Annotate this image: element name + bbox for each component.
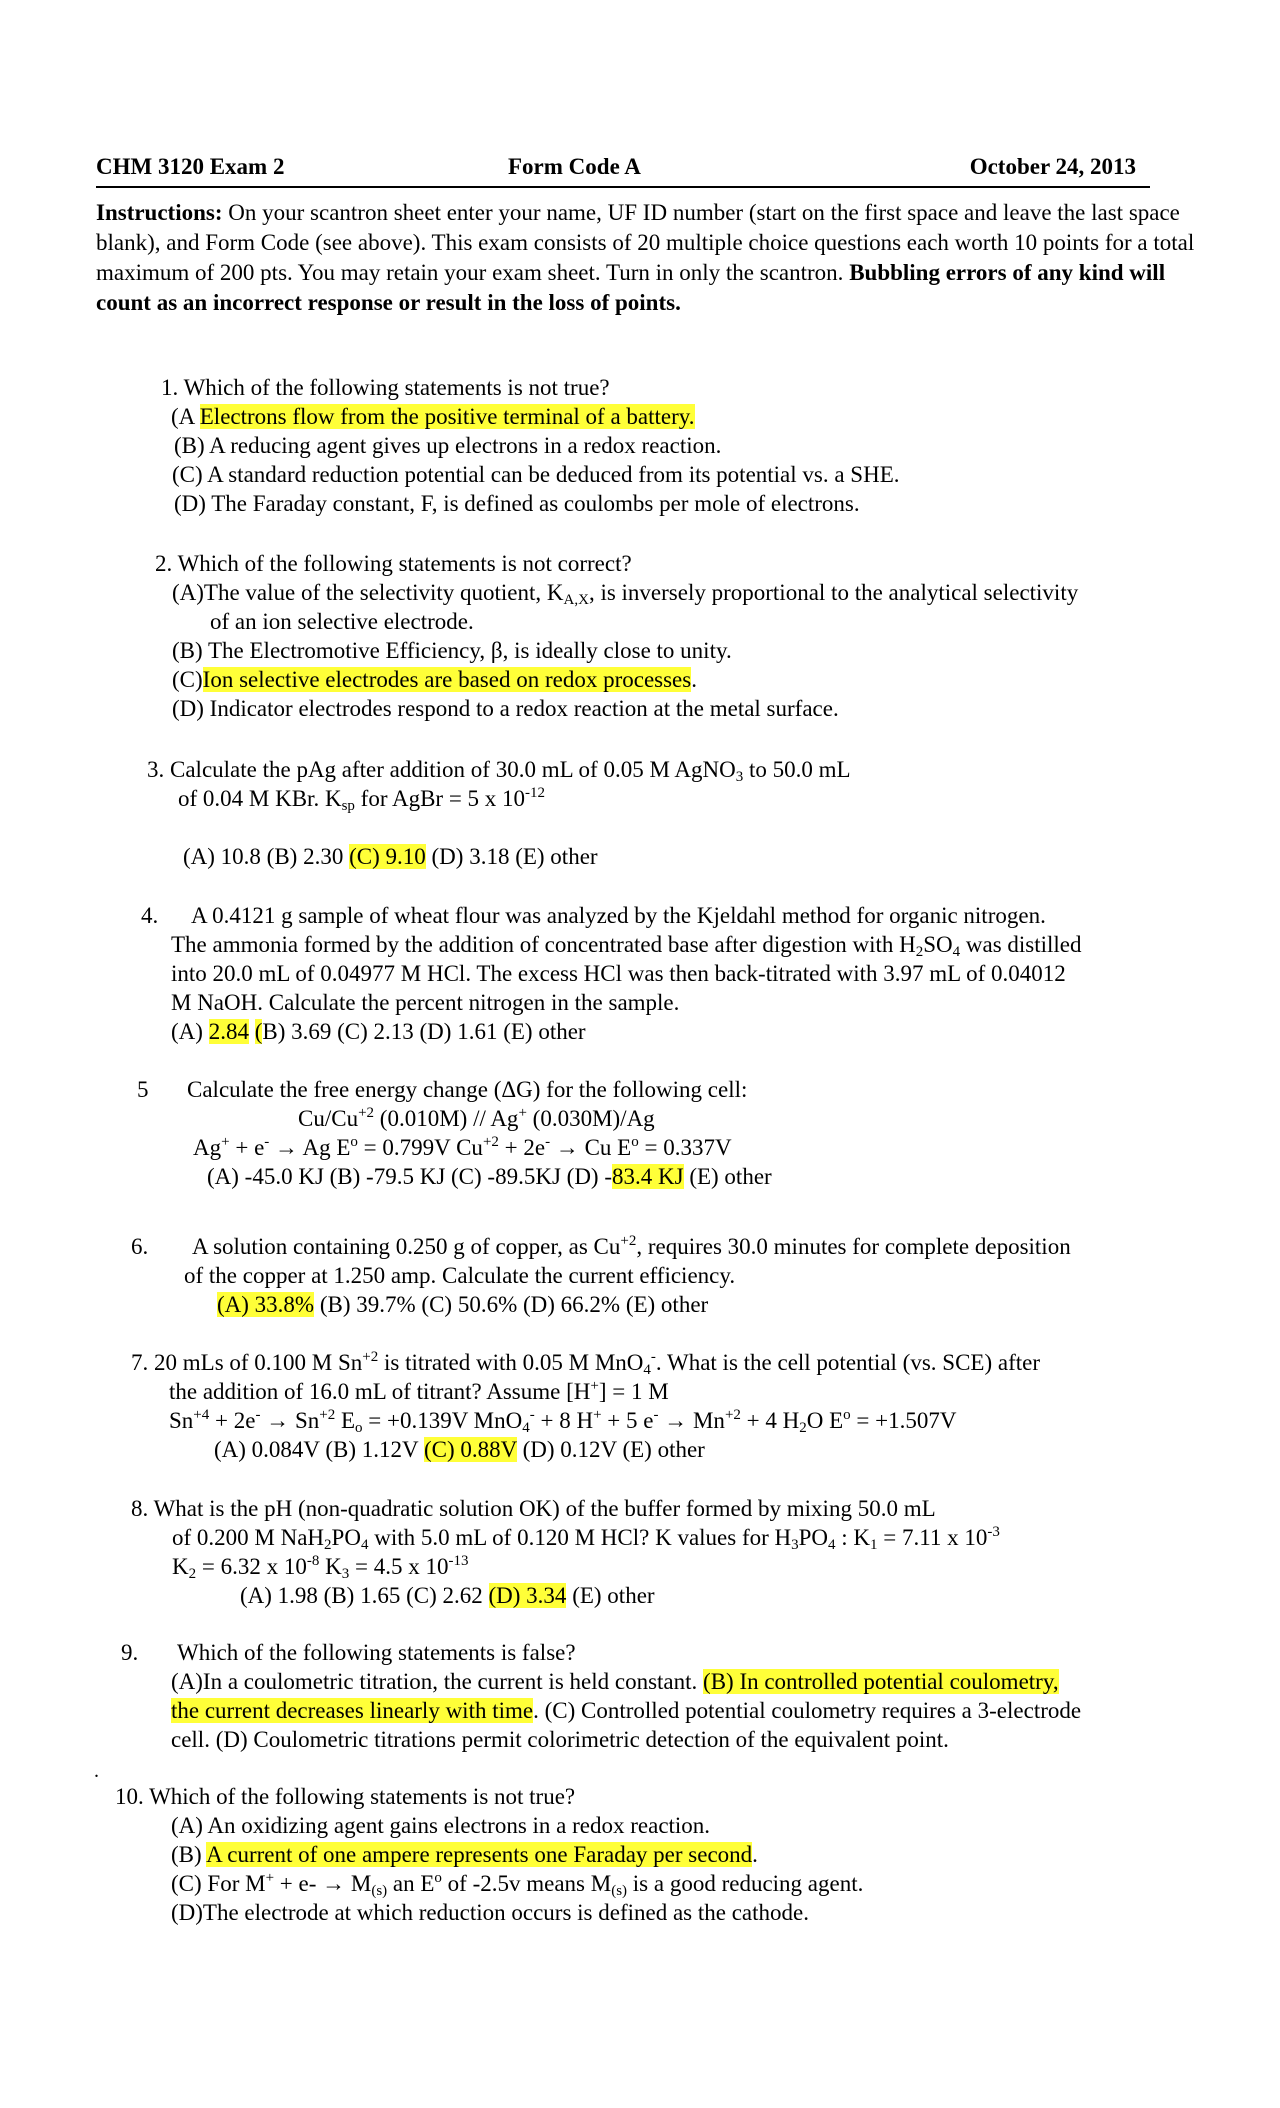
option-label: (B) [171, 1842, 207, 1867]
question-1-option-c: (C) A standard reduction potential can be deduced from its potential vs. a SHE. [172, 462, 900, 487]
answer-options: (E) other [683, 1164, 772, 1189]
subscript: 4 [828, 1537, 836, 1553]
superscript: + [593, 1407, 602, 1423]
equation-text: Ag [193, 1135, 222, 1160]
question-9-line-4: cell. (D) Coulometric titrations permit colorimetric detection of the equivalent point. [171, 1727, 949, 1752]
equation-text: → Sn [260, 1408, 320, 1433]
question-number: 9. [121, 1640, 139, 1665]
subscript: 3 [735, 769, 744, 785]
question-4-line-2 [171, 930, 1082, 959]
form-code: Form Code A [508, 154, 641, 179]
superscript: + [221, 1134, 230, 1150]
question-5-line-1 [137, 1075, 748, 1104]
option-text: (A)The value of the selectivity quotient, K [172, 580, 564, 605]
question-1-stem: 1. Which of the following statements is not true? [161, 375, 610, 400]
question-text: with 5.0 mL of 0.120 M HCl? K values for H [368, 1525, 792, 1550]
superscript: + [265, 1870, 275, 1886]
question-text: PO [798, 1525, 829, 1550]
superscript: - [650, 1349, 656, 1365]
option-label: (A [171, 404, 200, 429]
superscript: o [843, 1407, 851, 1423]
question-8-line-1: 8. What is the pH (non-quadratic solution OK) of the buffer formed by mixing 50.0 mL [131, 1496, 936, 1521]
superscript: + [518, 1105, 527, 1121]
question-6 [131, 1232, 1071, 1319]
question-4-line-4: M NaOH. Calculate the percent nitrogen in the sample. [171, 990, 680, 1015]
answer-options: (A) 10.8 (B) 2.30 [183, 844, 350, 869]
superscript: - [264, 1134, 270, 1150]
option-text: is a good reducing agent. [627, 1871, 864, 1896]
answer-options: (D) 0.12V (E) other [516, 1437, 705, 1462]
question-text: A 0.4121 g sample of wheat flour was analyzed by the Kjeldahl method for organic nitrogen. [191, 903, 1046, 928]
superscript: o [350, 1134, 358, 1150]
course-title: CHM 3120 Exam 2 [96, 154, 285, 179]
answer-options: (E) other [566, 1583, 655, 1608]
question-2 [155, 549, 1079, 723]
highlighted-answer: ( [254, 1019, 263, 1044]
exam-header [96, 152, 1150, 188]
question-number: 6. [131, 1234, 149, 1259]
question-8-line-2 [172, 1523, 1000, 1552]
question-text: to 50.0 mL [743, 757, 851, 782]
option-text: (C) For M [171, 1871, 266, 1896]
answer-options: (A) [171, 1019, 209, 1044]
stray-mark: . [94, 1760, 99, 1782]
question-text [192, 1232, 1071, 1261]
question-7 [131, 1348, 1040, 1464]
superscript: -8 [306, 1553, 320, 1569]
subscript: 4 [952, 944, 961, 960]
superscript: +4 [193, 1407, 210, 1423]
superscript: +2 [362, 1349, 379, 1365]
option-text: of -2.5v means M [441, 1871, 612, 1896]
equation-text: + 2e [209, 1408, 256, 1433]
question-text: of 0.04 M KBr. K [178, 786, 342, 811]
highlighted-answer: (A) 33.8% [217, 1292, 315, 1317]
highlighted-answer: 83.4 KJ [612, 1164, 684, 1189]
question-text: Which of the following statements is false? [177, 1640, 576, 1665]
question-4-answers [171, 1017, 1082, 1046]
question-text: 7. 20 mLs of 0.100 M Sn [131, 1350, 363, 1375]
question-text-part: , requires 30.0 minutes for complete deposition [636, 1234, 1071, 1259]
equation-text: O E [806, 1408, 844, 1433]
question-number: 4. [141, 903, 159, 928]
subscript: 2 [799, 1420, 807, 1436]
highlighted-answer: (C) 0.88V [423, 1437, 517, 1462]
superscript: - [545, 1134, 551, 1150]
instructions-label: Instructions: [96, 200, 223, 225]
answer-options: (A) 1.98 (B) 1.65 (C) 2.62 [240, 1583, 489, 1608]
superscript: +2 [482, 1134, 499, 1150]
question-number: 5 [137, 1077, 149, 1102]
question-5 [137, 1075, 772, 1191]
answer-options: (D) 3.18 (E) other [425, 844, 598, 869]
question-1-option-a [171, 402, 899, 431]
highlighted-answer: (C) 9.10 [349, 844, 426, 869]
exam-date: October 24, 2013 [969, 154, 1136, 179]
question-text: K [172, 1554, 189, 1579]
equation-text: → Mn [658, 1408, 725, 1433]
subscript: 3 [341, 1566, 350, 1582]
question-text: SO [923, 932, 953, 957]
question-3-line-1 [147, 755, 851, 784]
question-text: K [319, 1554, 342, 1579]
question-text: (0.030M)/Ag [526, 1106, 655, 1131]
superscript: - [255, 1407, 261, 1423]
question-3-answers [183, 842, 887, 871]
question-7-answers [214, 1435, 1123, 1464]
highlighted-answer: 2.84 [208, 1019, 249, 1044]
question-9-line-1 [121, 1638, 1031, 1667]
equation-text: = +0.139V MnO [362, 1408, 523, 1433]
superscript: +2 [319, 1407, 336, 1423]
question-text: is titrated with 0.05 M MnO [378, 1350, 644, 1375]
superscript: +2 [358, 1105, 375, 1121]
question-text: Cu/Cu [298, 1106, 359, 1131]
answer-options [249, 1019, 255, 1044]
subscript: 4 [360, 1537, 369, 1553]
question-6-answers [217, 1290, 768, 1319]
option-text: . [691, 667, 697, 692]
question-10-stem: 10. Which of the following statements is not true? [115, 1784, 576, 1809]
equation-text: → Cu E [550, 1135, 632, 1160]
question-2-option-a-cont: of an ion selective electrode. [210, 609, 474, 634]
question-text: = 6.32 x 10 [196, 1554, 307, 1579]
question-7-line-1 [131, 1348, 1040, 1377]
equation-text: + e [229, 1135, 265, 1160]
question-10-option-d: (D)The electrode at which reduction occurs is defined as the cathode. [171, 1900, 809, 1925]
subscript: 4 [522, 1420, 530, 1436]
question-6-line-2: of the copper at 1.250 amp. Calculate the current efficiency. [184, 1263, 736, 1288]
answer-options: B) 3.69 (C) 2.13 (D) 1.61 (E) other [262, 1019, 586, 1044]
superscript: - [529, 1407, 535, 1423]
equation-text: → Ag E [269, 1135, 351, 1160]
highlighted-answer: A current of one ampere represents one Faraday per second [206, 1842, 753, 1867]
subscript: A,X [563, 592, 589, 608]
highlighted-answer: Ion selective electrodes are based on redox processes [202, 667, 692, 692]
subscript: 2 [188, 1566, 197, 1582]
superscript: + [590, 1378, 599, 1394]
equation-text: = 0.337V [638, 1135, 732, 1160]
question-5-answers [207, 1162, 772, 1191]
superscript: o [434, 1870, 442, 1886]
instructions-text: On your scantron sheet enter your name, UF ID number (start on the first space and leave the last space blank), and Form Code (see above). This exam consists of 20 multiple choice questions each worth 10 points for a total maximum of 200 pts. You may retain your exam sheet. Turn in only the scantron. [96, 200, 1195, 285]
option-text: + e- → M [274, 1871, 372, 1896]
question-1 [161, 373, 900, 518]
question-2-option-c [172, 665, 1078, 694]
question-1-option-d: (D) The Faraday constant, F, is defined as coulombs per mole of electrons. [174, 491, 860, 516]
question-4-line-3: into 20.0 mL of 0.04977 M HCl. The excess HCl was then back-titrated with 3.97 mL of 0.04012 [171, 961, 1066, 986]
question-2-option-d: (D) Indicator electrodes respond to a redox reaction at the metal surface. [172, 696, 839, 721]
subscript: o [355, 1420, 363, 1436]
question-text: . What is the cell potential (vs. SCE) after [655, 1350, 1040, 1375]
subscript: 1 [870, 1537, 878, 1553]
equation-text: + 2e [498, 1135, 546, 1160]
question-8 [131, 1494, 1000, 1610]
question-9 [121, 1638, 1082, 1754]
question-3-line-2 [178, 784, 882, 813]
question-text: of 0.200 M NaH [172, 1525, 325, 1550]
instructions [96, 198, 1196, 318]
subscript: (s) [371, 1883, 388, 1899]
answer-options: (A) 0.084V (B) 1.12V [214, 1437, 424, 1462]
question-text: for AgBr = 5 x 10 [354, 786, 526, 811]
highlighted-answer: Electrons flow from the positive terminal of a battery. [199, 404, 695, 429]
instructions-warning: Bubbling errors of any kind will count as an incorrect response or result in the loss of points. [96, 260, 1166, 315]
subscript: 2 [324, 1537, 332, 1553]
equation-text: + 8 H [534, 1408, 594, 1433]
answer-options: (B) 39.7% (C) 50.6% (D) 66.2% (E) other [314, 1292, 709, 1317]
question-text: 3. Calculate the pAg after addition of 30.0 mL of 0.05 M AgNO [147, 757, 736, 782]
option-text: , is inversely proportional to the analytical selectivity [588, 580, 1079, 605]
question-10-option-c [171, 1869, 863, 1898]
question-text: was distilled [960, 932, 1082, 957]
question-9-line-2 [171, 1667, 1081, 1696]
question-1-option-b: (B) A reducing agent gives up electrons in a redox reaction. [174, 433, 722, 458]
question-10-option-a: (A) An oxidizing agent gains electrons in a redox reaction. [171, 1813, 711, 1838]
superscript: -12 [525, 785, 546, 801]
question-8-answers [240, 1581, 1068, 1610]
equation-text: = 0.799V Cu [357, 1135, 483, 1160]
question-text: PO [331, 1525, 361, 1550]
equation-text: Sn [169, 1408, 194, 1433]
superscript: o [631, 1134, 639, 1150]
question-6-line-1 [131, 1232, 1071, 1261]
subscript: sp [341, 798, 355, 814]
question-text: = 4.5 x 10 [349, 1554, 449, 1579]
equation-text: + 4 H [740, 1408, 800, 1433]
question-text: = 7.11 x 10 [877, 1525, 988, 1550]
question-10 [115, 1782, 864, 1927]
question-8-line-3 [172, 1552, 1000, 1581]
question-10-option-b [171, 1840, 863, 1869]
subscript: 4 [643, 1362, 651, 1378]
question-4 [141, 901, 1082, 1046]
highlighted-answer: the current decreases linearly with time [171, 1698, 534, 1723]
highlighted-answer: (B) In controlled potential coulometry, [703, 1669, 1059, 1694]
superscript: +2 [724, 1407, 741, 1423]
answer-options: (A) -45.0 KJ (B) -79.5 KJ (C) -89.5KJ (D) - [207, 1164, 612, 1189]
option-label: (C) [172, 667, 203, 692]
superscript: -3 [987, 1524, 1000, 1540]
question-text: (0.010M) // Ag [374, 1106, 519, 1131]
question-7-half-reactions [169, 1406, 1078, 1435]
subscript: 3 [791, 1537, 799, 1553]
question-text: : K [835, 1525, 871, 1550]
question-7-line-2 [169, 1377, 1078, 1406]
option-text: an E [387, 1871, 435, 1896]
highlighted-answer: (D) 3.34 [488, 1583, 567, 1608]
option-text: . [752, 1842, 758, 1867]
question-2-option-b: (B) The Electromotive Efficiency, β, is ideally close to unity. [172, 638, 732, 663]
superscript: - [653, 1407, 659, 1423]
question-text: ] = 1 M [598, 1379, 669, 1404]
equation-text: = +1.507V [850, 1408, 957, 1433]
question-9-line-3 [171, 1696, 1081, 1725]
question-4-line-1 [141, 901, 1052, 930]
question-text: Calculate the free energy change (ΔG) for the following cell: [187, 1077, 748, 1102]
equation-text: E [335, 1408, 356, 1433]
question-5-cell-notation [298, 1104, 863, 1133]
superscript: +2 [620, 1233, 637, 1249]
question-2-option-a [172, 578, 1078, 607]
question-5-half-reactions [193, 1133, 758, 1162]
superscript: -13 [448, 1553, 469, 1569]
question-2-stem: 2. Which of the following statements is not correct? [155, 551, 632, 576]
question-text: . (C) Controlled potential coulometry requires a 3-electrode [533, 1698, 1082, 1723]
equation-text: + 5 e [601, 1408, 654, 1433]
question-text: (A)In a coulometric titration, the current is held constant. [171, 1669, 704, 1694]
subscript: (s) [611, 1883, 628, 1899]
question-text-part: A solution containing 0.250 g of copper, as Cu [192, 1234, 621, 1259]
question-3 [147, 755, 851, 869]
question-text: The ammonia formed by the addition of concentrated base after digestion with H [171, 932, 916, 957]
subscript: 2 [915, 944, 924, 960]
question-text: the addition of 16.0 mL of titrant? Assume [H [169, 1379, 591, 1404]
